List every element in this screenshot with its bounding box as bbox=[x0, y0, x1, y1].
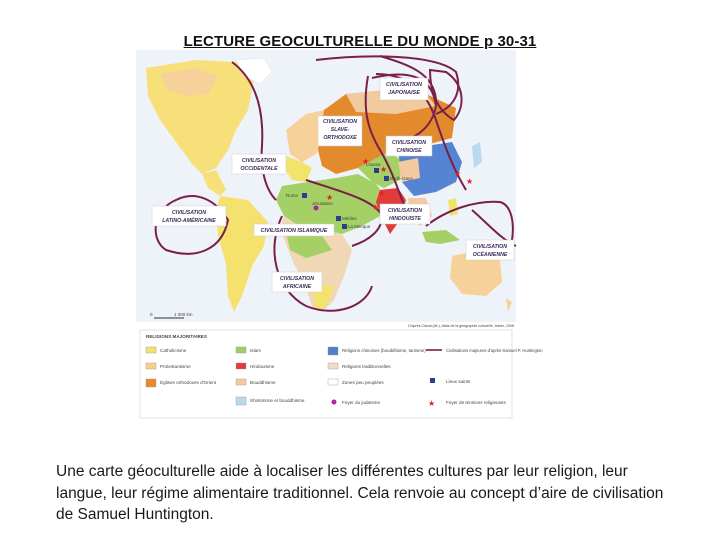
legend-swatch bbox=[146, 363, 156, 369]
city-lhassa: Lhassa bbox=[366, 162, 381, 167]
legend-swatch bbox=[236, 363, 246, 369]
page-title: LECTURE GEOCULTURELLE DU MONDE p 30-31 bbox=[183, 33, 537, 50]
holy-place-marker-rome bbox=[302, 193, 307, 198]
label-orthodoxe-1: CIVILISATION bbox=[323, 119, 357, 125]
tension-star: ★ bbox=[454, 169, 462, 178]
legend-swatch bbox=[146, 379, 156, 387]
city-medine: Médine bbox=[342, 216, 357, 221]
label-orthodoxe-2: SLAVE- bbox=[330, 127, 350, 133]
legend-holy-place-marker bbox=[430, 378, 435, 383]
legend bbox=[140, 330, 543, 418]
legend-label: Religions traditionnelles bbox=[342, 364, 391, 369]
legend-label: Églises orthodoxes d'Orient bbox=[160, 380, 217, 385]
scale-value: 1 000 km bbox=[174, 312, 193, 317]
caption-paragraph: Une carte géoculturelle aide à localiser les différentes cultures par leur religion, leur langue, leur régime alimentaire traditionnel. Cela renvoie au concept d’aire de civilisation de Samuel Huntington. bbox=[56, 463, 664, 523]
label-latino-2: LATINO-AMÉRICAINE bbox=[162, 218, 216, 224]
tension-star: ★ bbox=[326, 193, 334, 202]
tension-star: ★ bbox=[362, 157, 370, 166]
legend-symbol-label: Foyer de tensions religieuses bbox=[446, 400, 506, 405]
holy-place-marker-la-mecque bbox=[342, 224, 347, 229]
holy-place-marker-medine bbox=[336, 216, 341, 221]
holy-place-marker-bodhgaya bbox=[384, 176, 389, 181]
label-islamique: CIVILISATION ISLAMIQUE bbox=[260, 228, 328, 234]
holy-place-marker-lhassa bbox=[374, 168, 379, 173]
city-la-mecque: La Mecque bbox=[348, 224, 371, 229]
legend-judaism-marker bbox=[332, 400, 337, 405]
legend-symbol-label: Lieux saints bbox=[446, 379, 471, 384]
legend-swatch bbox=[146, 347, 156, 353]
legend-swatch bbox=[328, 363, 338, 369]
label-japonaise-1: CIVILISATION bbox=[386, 82, 422, 88]
label-occidentale-1: CIVILISATION bbox=[242, 158, 276, 164]
legend-tension-star: ★ bbox=[428, 399, 436, 408]
legend-label: Bouddhisme bbox=[250, 380, 276, 385]
legend-swatch bbox=[328, 379, 338, 385]
legend-label: Catholicisme bbox=[160, 348, 187, 353]
label-africaine-2: AFRICAINE bbox=[282, 284, 312, 290]
label-oceanienne-1: CIVILISATION bbox=[473, 244, 507, 250]
label-japonaise-2: JAPONAISE bbox=[388, 90, 420, 96]
label-orthodoxe-3: ORTHODOXE bbox=[323, 135, 357, 141]
legend-label: Zones peu peuplées bbox=[342, 380, 384, 385]
tension-star: ★ bbox=[466, 177, 474, 186]
legend-label: Islam bbox=[250, 348, 261, 353]
legend-symbol-label: Civilisations majeures d'après Samuel P. Huntington bbox=[446, 348, 543, 353]
legend-label: Hindouisme bbox=[250, 364, 275, 369]
legend-symbol-label: Foyer du judaïsme bbox=[342, 400, 381, 405]
label-chinoise-2: CHINOISE bbox=[396, 148, 422, 154]
label-occidentale-2: OCCIDENTALE bbox=[240, 166, 278, 172]
legend-swatch bbox=[236, 347, 246, 353]
tension-star: ★ bbox=[378, 189, 386, 198]
label-hindouiste-1: CIVILISATION bbox=[388, 208, 422, 214]
legend-swatch bbox=[328, 347, 338, 355]
label-oceanienne-2: OCÉANIENNE bbox=[472, 252, 508, 258]
tension-star: ★ bbox=[372, 203, 380, 212]
legend-swatch bbox=[236, 397, 246, 405]
label-latino-1: CIVILISATION bbox=[172, 210, 206, 216]
legend-swatch bbox=[236, 379, 246, 385]
label-africaine-1: CIVILISATION bbox=[280, 276, 314, 282]
svg-text:JAPONAISE bbox=[388, 90, 420, 96]
tension-star: ★ bbox=[380, 165, 388, 174]
legend-label: Religions chinoises (bouddhisme, taoïsme) bbox=[342, 348, 426, 353]
city-jerusalem: Jérusalem bbox=[312, 201, 333, 206]
scale-zero: 0 bbox=[150, 312, 153, 317]
legend-heading: RELIGIONS MAJORITAIRES bbox=[146, 334, 207, 339]
legend-label: Protestantisme bbox=[160, 364, 191, 369]
world-map bbox=[136, 50, 543, 420]
map-source: D'après Claval (dir.), Atlas de la géographie culturelle, Hatier, 2008 bbox=[408, 324, 514, 328]
civilisation-map-figure bbox=[136, 50, 543, 420]
label-hindouiste-2: HINDOUISTE bbox=[389, 216, 421, 222]
judaism-marker bbox=[314, 206, 319, 211]
legend-label: Shintoïsme et bouddhisme bbox=[250, 398, 305, 403]
city-bodhgaya: Bodh-Gaya bbox=[390, 176, 413, 181]
city-rome: Rome bbox=[286, 193, 299, 198]
label-chinoise-1: CIVILISATION bbox=[392, 140, 426, 146]
svg-text:CIVILISATION bbox=[386, 82, 423, 88]
